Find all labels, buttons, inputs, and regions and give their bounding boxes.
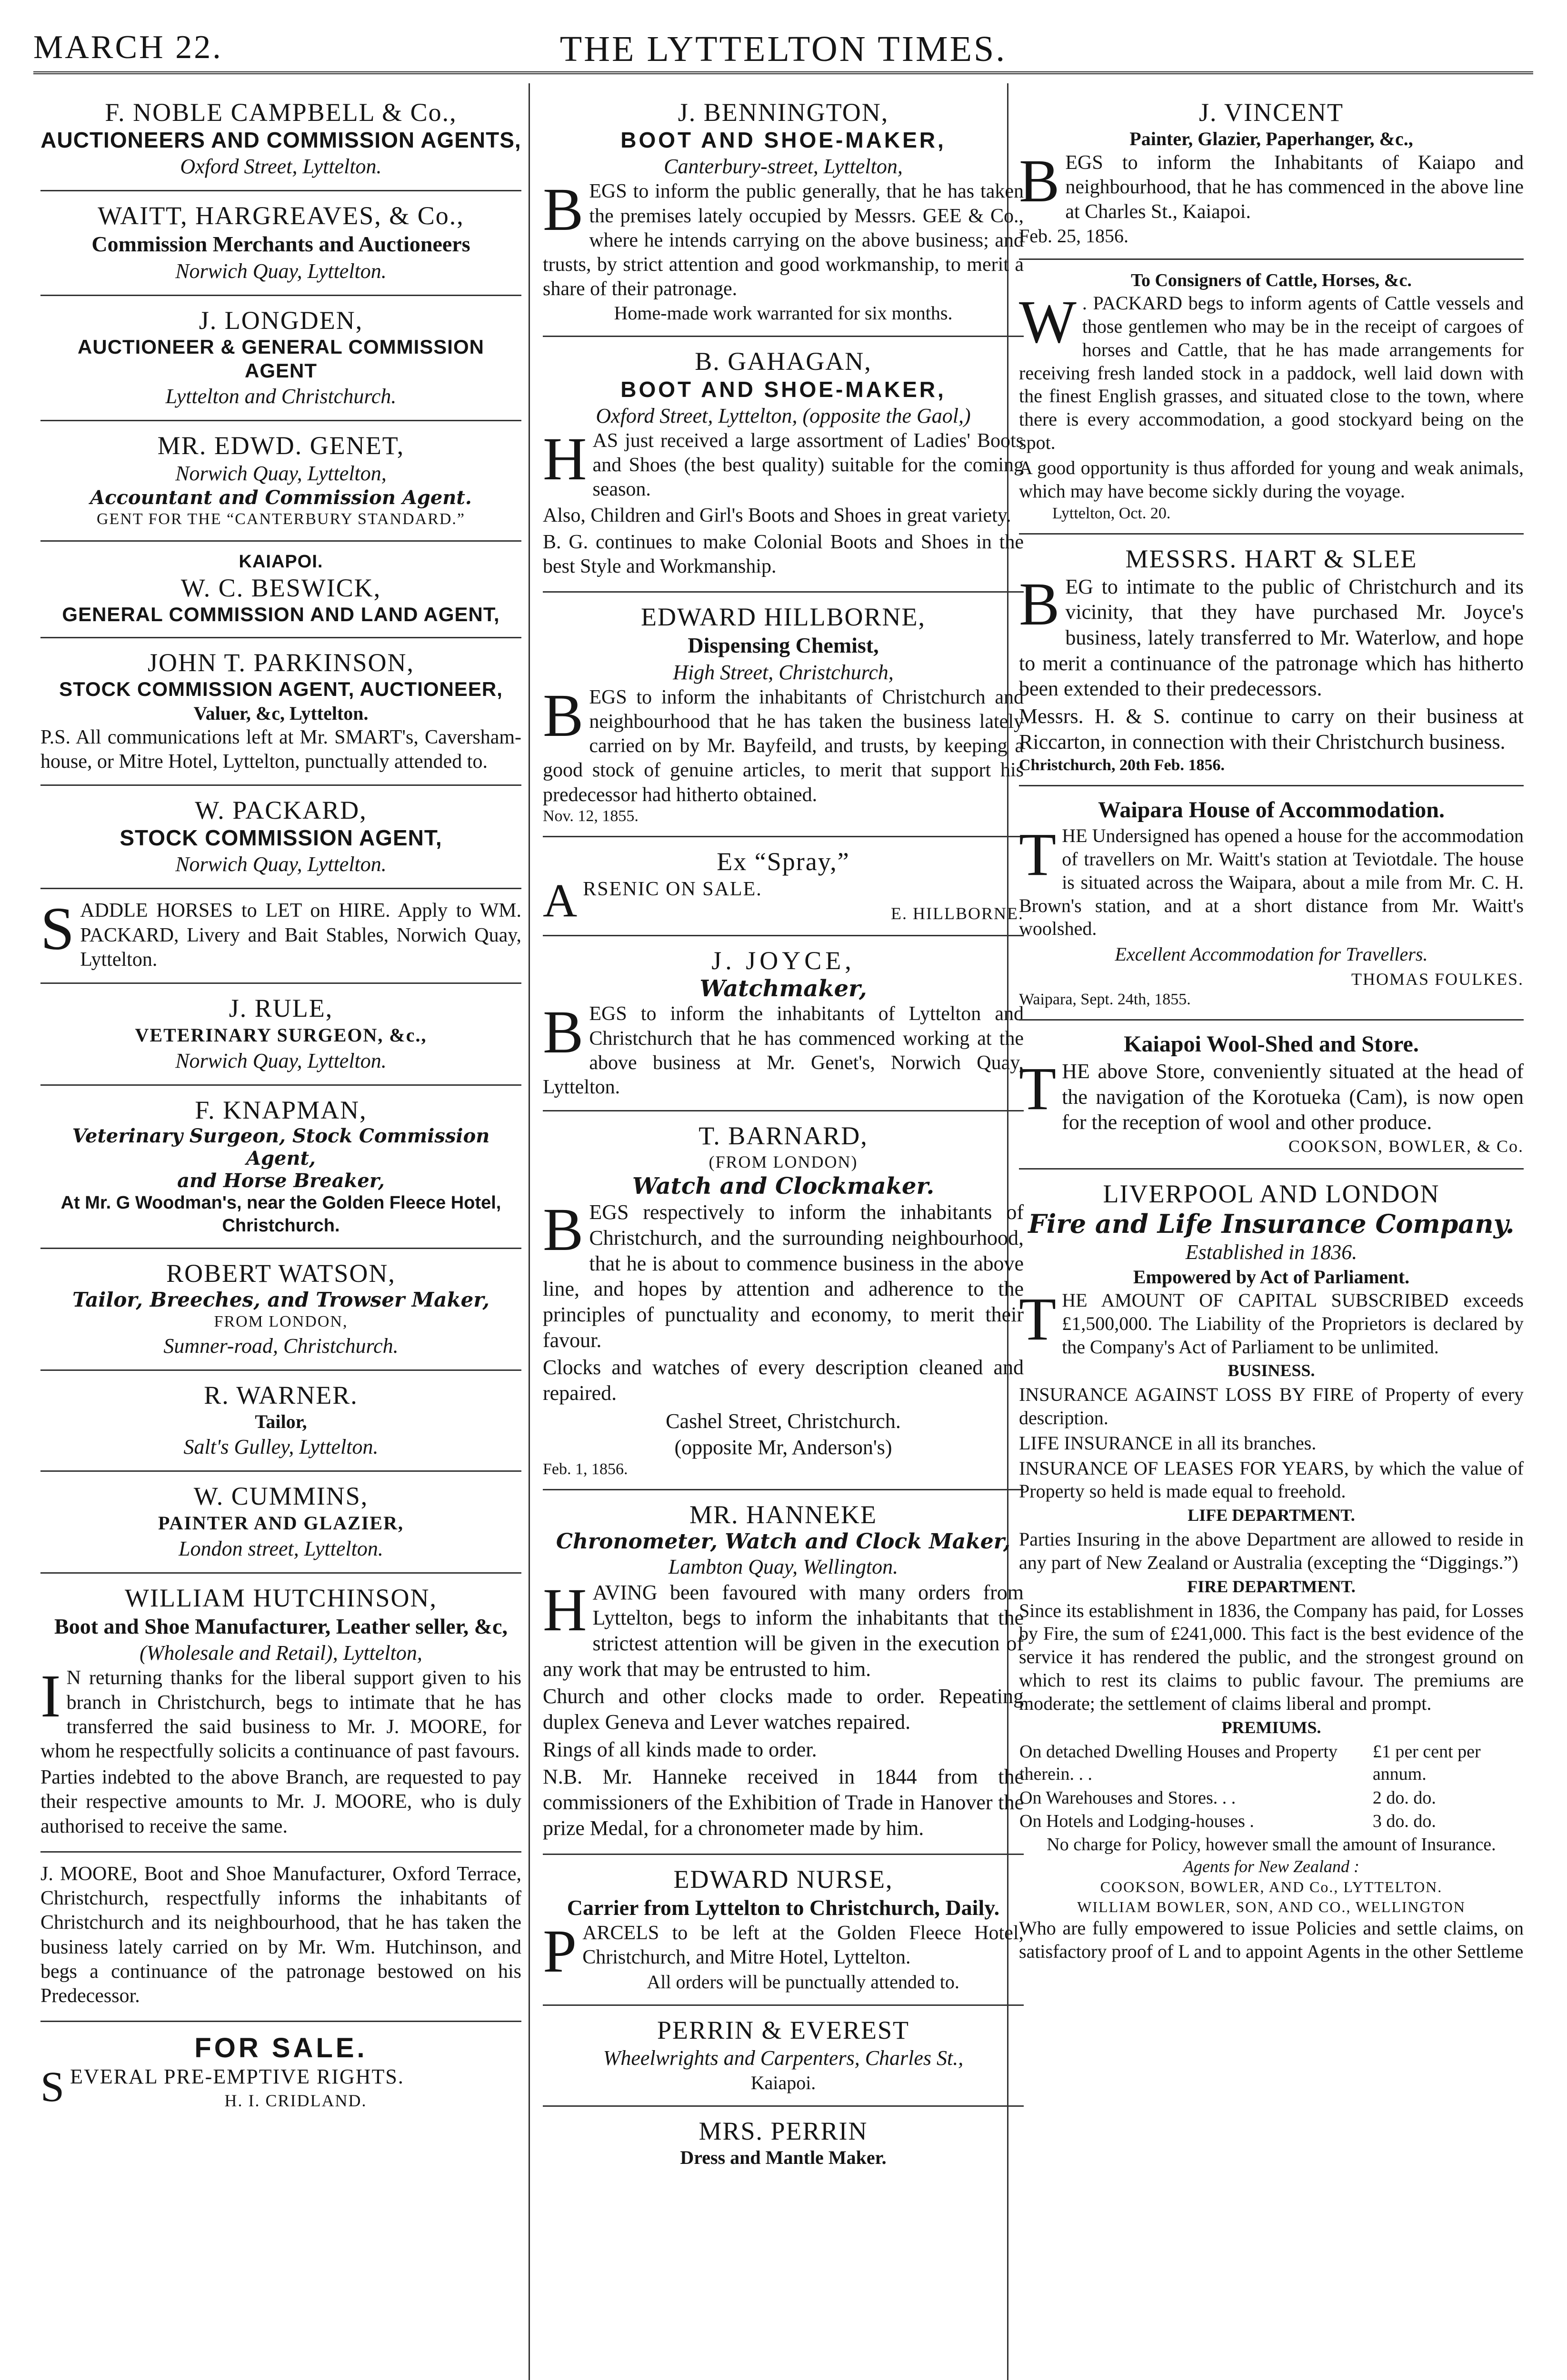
drop-cap: H <box>543 425 587 493</box>
advert-hart-slee <box>1019 535 1524 786</box>
advert-date: Feb. 1, 1856. <box>543 1460 628 1478</box>
advert-date: Christchurch, 20th Feb. 1856. <box>1019 756 1225 774</box>
agent-line: WILLIAM BOWLER, SON, AND CO., WELLINGTON <box>1077 1898 1466 1915</box>
advert-text: ADDLE HORSES to LET on HIRE. Apply to WM. PACKARD, Livery and Bait Stables, Norwich Quay, Lyttelton. <box>80 900 521 971</box>
advert-name: PERRIN & EVEREST <box>657 2015 910 2044</box>
newspaper-title: THE LYTTELTON TIMES. <box>559 29 1007 69</box>
advert-text: N.B. Mr. Hanneke received in 1844 from the commissioners of the Exhibition of Trade in Hanover the prize Medal, for a chronometer made by him. <box>543 1765 1024 1840</box>
advert-text: EGS respectively to inform the inhabitants of Christchurch, and the surrounding neighbourhood, that he is about to commence business in the above line, and hopes by attention and adherence to the principles of punctuality and economy, to merit their favour. <box>543 1200 1024 1352</box>
advert-nurse <box>543 1855 1024 2006</box>
advert-role: Watch and Clockmaker. <box>632 1173 935 1200</box>
advert-address: Norwich Quay, Lyttelton. <box>175 853 387 876</box>
advert-text: A good opportunity is thus afforded for young and weak animals, which may have become sickly during the voyage. <box>1019 456 1524 502</box>
advert-bennington <box>543 88 1024 337</box>
advert-role: Accountant and Commission Agent. <box>90 486 472 509</box>
advert-text: HE above Store, conveniently situated at the head of the navigation of the Korotueka (Cam), is now open for the reception of wool and other produce. <box>1062 1060 1524 1134</box>
column-divider <box>529 83 530 2380</box>
advert-name: WILLIAM HUTCHINSON, <box>125 1583 437 1612</box>
advert-text: Clocks and watches of every description cleaned and repaired. <box>543 1356 1024 1405</box>
advert-perrin-everest <box>543 2006 1024 2107</box>
drop-cap: W <box>1019 288 1077 356</box>
advert-knapman <box>40 1086 521 1249</box>
advert-role: Carrier from Lyttelton to Christchurch, Daily. <box>567 1895 1000 1920</box>
advert-name: T. BARNARD, <box>699 1121 868 1150</box>
advert-text: J. MOORE, Boot and Shoe Manufacturer, Oxford Terrace, Christchurch, respectfully informs the inhabitants of Christchurch and its neighbourhood, that he has taken the business lately carried on by Mr. Wm. Hutchinson, and begs a continuance of the patronage bestowed on his Predecessor. <box>40 1863 521 2007</box>
advert-text: Parties Insuring in the above Department are allowed to reside in any part of New Zealand or Australia (excepting the “Diggings.”) <box>1019 1528 1524 1573</box>
advert-genet <box>40 421 521 542</box>
advert-waipara <box>1019 786 1524 1021</box>
advert-kaiapoi-store <box>1019 1021 1524 1170</box>
advert-name: B. GAHAGAN, <box>695 347 872 376</box>
advert-role: Tailor, <box>255 1410 307 1432</box>
advert-role: and Horse Breaker, <box>177 1170 385 1192</box>
advert-name: F. NOBLE CAMPBELL & Co., <box>105 98 457 127</box>
advert-name: W. C. BESWICK, <box>180 573 381 602</box>
advert-cummins <box>40 1472 521 1574</box>
advert-text: ARCELS to be left at the Golden Fleece Hotel, Christchurch, and Mitre Hotel, Lyttelton. <box>582 1922 1024 1969</box>
advert-address: Lyttelton and Christchurch. <box>165 384 397 408</box>
advert-mrs-perrin <box>543 2107 1024 2180</box>
advert-text: RSENIC ON SALE. <box>583 878 762 900</box>
agent-line: COOKSON, BOWLER, AND Co., LYTTELTON. <box>1100 1878 1443 1896</box>
drop-cap: T <box>1019 821 1057 889</box>
advert-established: Established in 1836. <box>1185 1240 1357 1264</box>
advert-name: W. PACKARD, <box>195 796 367 825</box>
premium-value: 2 do. do. <box>1372 1787 1436 1808</box>
advert-beswick <box>40 542 521 638</box>
drop-cap: B <box>543 1196 584 1264</box>
drop-cap: T <box>1019 1055 1057 1123</box>
advert-name: LIVERPOOL AND LONDON <box>1103 1179 1440 1208</box>
advert-text: Since its establishment in 1836, the Company has paid, for Losses by Fire, the sum of £241,000. This fact is the best evidence of the service it has rendered the public, and the strongest ground on which to rest its claims to public favour. The premiums are moderate; the settlement of claims liberal and prompt. <box>1019 1599 1524 1714</box>
section-heading: BUSINESS. <box>1228 1361 1315 1380</box>
advert-rule <box>40 984 521 1086</box>
advert-role: BOOT AND SHOE-MAKER, <box>620 377 946 402</box>
premium-label: On Warehouses and Stores. . . <box>1019 1787 1236 1808</box>
advert-role: Dress and Mantle Maker. <box>680 2146 887 2168</box>
advert-text: EG to intimate to the public of Christchurch and its vicinity, that they have purchased Mr. Joyce's business, lately transferred to Mr. Waterlow, and hope to merit a continuance of the patronage which has hitherto been extended to their predecessors. <box>1019 575 1524 701</box>
advert-address: High Street, Christchurch, <box>673 660 894 684</box>
premium-value: 3 do. do. <box>1372 1811 1436 1832</box>
advert-hillborne <box>543 593 1024 837</box>
advert-text: EGS to inform the public generally, that he has taken the premises lately occupied by Messrs. GEE & Co., where he intends carrying on the above business; and trusts, by strict attention and good workmanship, to merit a share of their patronage. <box>543 180 1024 300</box>
advert-vincent <box>1019 88 1524 260</box>
advert-text: Who are fully empowered to issue Policies and settle claims, on satisfactory proof of L and to appoint Agents in the other Settleme <box>1019 1917 1524 1963</box>
advert-text: Excellent Accommodation for Travellers. <box>1115 943 1428 965</box>
advert-address: Lambton Quay, Wellington. <box>668 1555 898 1578</box>
drop-cap: A <box>543 874 578 927</box>
advert-address: London street, Lyttelton. <box>179 1537 383 1560</box>
section-heading: PREMIUMS. <box>1221 1717 1321 1737</box>
advert-name: EDWARD HILLBORNE, <box>641 603 926 632</box>
advert-signature: COOKSON, BOWLER, & Co. <box>1288 1137 1524 1156</box>
advert-joyce <box>543 936 1024 1111</box>
advert-name: JOHN T. PARKINSON, <box>147 648 415 677</box>
advert-name: J. VINCENT <box>1198 98 1344 127</box>
drop-cap: T <box>1019 1285 1057 1353</box>
advert-address: Cashel Street, Christchurch. <box>666 1409 901 1433</box>
advert-name: MR. EDWD. GENET, <box>157 431 405 460</box>
advert-role: BOOT AND SHOE-MAKER, <box>620 128 946 153</box>
advert-address: Kaiapoi. <box>750 2072 816 2093</box>
premium-label: On Hotels and Lodging-houses . <box>1019 1811 1254 1832</box>
advert-name: J. LONGDEN, <box>199 306 363 335</box>
advert-address: Norwich Quay, Lyttelton, <box>175 461 387 485</box>
advert-barnard <box>543 1111 1024 1490</box>
advert-note: Home-made work warranted for six months. <box>614 302 953 324</box>
advert-from: FROM LONDON, <box>214 1313 348 1331</box>
table-row <box>1019 1786 1524 1810</box>
advert-saddle-horses <box>40 889 521 984</box>
advert-date: Lyttelton, Oct. 20. <box>1052 505 1171 523</box>
drop-cap: B <box>1019 147 1060 215</box>
advert-hanneke <box>543 1490 1024 1855</box>
table-row <box>1019 1740 1524 1786</box>
advert-role: Boot and Shoe Manufacturer, Leather seller, &c, <box>54 1614 508 1638</box>
drop-cap: P <box>543 1917 577 1985</box>
premium-value: £1 per cent per annum. <box>1372 1741 1481 1785</box>
advert-from: (FROM LONDON) <box>709 1152 858 1171</box>
advert-arsenic <box>543 837 1024 936</box>
section-heading: Agents for New Zealand : <box>1183 1857 1359 1876</box>
advert-address: Canterbury-street, Lyttelton, <box>664 155 903 178</box>
issue-date: MARCH 22. <box>33 29 223 66</box>
advert-name: J. BENNINGTON, <box>678 98 889 127</box>
advert-name: MESSRS. HART & SLEE <box>1125 545 1417 574</box>
drop-cap: S <box>40 895 75 963</box>
advert-text: EGS to inform the inhabitants of Lyttelton and Christchurch that he has commenced working at the above business at Mr. Genet's, Norwich Quay, Lyttelton. <box>543 1003 1024 1099</box>
advert-role: Chronometer, Watch and Clock Maker, <box>556 1529 1011 1554</box>
advert-line: Valuer, &c, Lyttelton. <box>193 702 369 724</box>
drop-cap: B <box>543 998 584 1066</box>
advert-name: MR. HANNEKE <box>689 1500 877 1529</box>
advert-warner <box>40 1371 521 1472</box>
advert-role: Commission Merchants and Auctioneers <box>91 232 470 257</box>
advert-watson <box>40 1249 521 1370</box>
table-row <box>1019 1810 1524 1834</box>
advert-text: . PACKARD begs to inform agents of Cattle vessels and those gentlemen who may be in the receipt of cargoes of horses and Cattle, that he has made arrangements for receiving fresh landed stock in a paddock, well laid down with the finest English grasses, and situated close to the town, where there is every accommodation, a good stockyard being on the spot. <box>1019 292 1524 454</box>
advert-text: HE Undersigned has opened a house for the accommodation of travellers on Mr. Waitt's station at Teviotdale. The house is situated across the Waipara, about a mile from Mr. C. H. Brown's station, and at a short distance from Mr. Waitt's woolshed. <box>1019 825 1524 940</box>
drop-cap: H <box>543 1576 587 1644</box>
advert-note: All orders will be punctually attended to. <box>647 1971 959 1993</box>
advert-role: Fire and Life Insurance Company. <box>1028 1208 1515 1239</box>
advert-role: PAINTER AND GLAZIER, <box>158 1512 404 1534</box>
advert-address: At Mr. G Woodman's, near the Golden Fleece Hotel, Christchurch. <box>60 1193 501 1236</box>
advert-address: Norwich Quay, Lyttelton. <box>175 259 387 283</box>
advert-name: MRS. PERRIN <box>699 2116 868 2145</box>
advert-text: HE AMOUNT OF CAPITAL SUBSCRIBED exceeds £1,500,000. The Liability of the Proprietors is declared by the Company's Act of Parliament to be unlimited. <box>1062 1289 1524 1358</box>
masthead-rule <box>33 71 1533 74</box>
drop-cap: S <box>40 2063 65 2111</box>
advert-text: AS just received a large assortment of Ladies' Boots and Shoes (the best quality) suitable for the coming season. <box>592 429 1024 501</box>
advert-act: Empowered by Act of Parliament. <box>1133 1266 1410 1288</box>
premiums-table <box>1019 1740 1524 1834</box>
advert-name: R. WARNER. <box>204 1380 358 1409</box>
advert-for-sale <box>40 2022 521 2122</box>
advert-text: Rings of all kinds made to order. <box>543 1737 817 1761</box>
column-1 <box>40 88 521 2122</box>
advert-text: N returning thanks for the liberal support given to his branch in Christchurch, begs to intimate that he has transferred the said business to Mr. J. MOORE, for whom he respectfully solicits a continuance of past favours. <box>40 1667 521 1762</box>
advert-role: Veterinary Surgeon, Stock Commission Agent, <box>72 1125 490 1170</box>
advert-role: Dispensing Chemist, <box>688 633 879 658</box>
advert-text: Church and other clocks made to order. Repeating duplex Geneva and Lever watches repaired. <box>543 1685 1024 1734</box>
advert-name: EDWARD NURSE, <box>673 1864 893 1894</box>
advert-heading: Ex “Spray,” <box>717 847 850 876</box>
advert-name: J. RULE, <box>229 994 333 1023</box>
advert-date: Nov. 12, 1855. <box>543 807 639 825</box>
advert-signature: H. I. CRIDLAND. <box>224 2091 367 2111</box>
advert-name: Waipara House of Accommodation. <box>1098 797 1445 823</box>
advert-address: Norwich Quay, Lyttelton. <box>175 1049 387 1073</box>
advert-role: Watchmaker, <box>699 975 867 1002</box>
drop-cap: I <box>40 1662 61 1730</box>
advert-signature: THOMAS FOULKES. <box>1351 970 1524 989</box>
advert-role: STOCK COMMISSION AGENT, AUCTIONEER, <box>59 678 503 701</box>
advert-place: KAIAPOI. <box>239 552 323 572</box>
advert-text: P.S. All communications left at Mr. SMART's, Caversham-house, or Mitre Hotel, Lyttelton, punctually attended to. <box>40 726 521 773</box>
advert-gahagan <box>543 337 1024 593</box>
column-3 <box>1019 88 1524 1974</box>
section-heading: FIRE DEPARTMENT. <box>1187 1577 1356 1596</box>
drop-cap: B <box>543 681 584 749</box>
advert-hutchinson <box>40 1574 521 1853</box>
advert-name: Kaiapoi Wool-Shed and Store. <box>1124 1031 1419 1057</box>
advert-name: F. KNAPMAN, <box>195 1096 367 1125</box>
advert-date: Waipara, Sept. 24th, 1855. <box>1019 991 1191 1009</box>
advert-role: STOCK COMMISSION AGENT, <box>120 825 442 851</box>
advert-name: ROBERT WATSON, <box>166 1259 396 1288</box>
advert-text: AVING been favoured with many orders from Lyttelton, begs to inform the inhabitants that the strictest attention will be given in the execution of any work that may be entrusted to him. <box>543 1580 1024 1681</box>
advert-heading: To Consigners of Cattle, Horses, &c. <box>1131 270 1412 290</box>
advert-text: EVERAL PRE-EMPTIVE RIGHTS. <box>70 2064 404 2088</box>
advert-address: Oxford Street, Lyttelton. <box>180 155 382 178</box>
advert-text: No charge for Policy, however small the amount of Insurance. <box>1047 1834 1496 1854</box>
advert-date: Feb. 25, 1856. <box>1019 225 1128 247</box>
advert-signature: E. HILLBORNE. <box>891 903 1024 923</box>
drop-cap: B <box>1019 570 1060 638</box>
advert-packard <box>40 786 521 889</box>
advert-address: (Wholesale and Retail), Lyttelton, <box>140 1641 422 1665</box>
advert-role: GENERAL COMMISSION AND LAND AGENT, <box>62 603 500 625</box>
advert-liverpool-london <box>1019 1170 1524 1974</box>
advert-note: GENT FOR THE “CANTERBURY STANDARD.” <box>96 510 466 528</box>
advert-role: AUCTIONEER & GENERAL COMMISSION AGENT <box>78 335 484 382</box>
advert-address: (opposite Mr, Anderson's) <box>674 1435 892 1459</box>
advert-text: Also, Children and Girl's Boots and Shoes in great variety. <box>543 505 1011 527</box>
advert-text: LIFE INSURANCE in all its branches. <box>1019 1432 1317 1454</box>
advert-text: B. G. continues to make Colonial Boots and Shoes in the best Style and Workmanship. <box>543 531 1024 577</box>
advert-role: AUCTIONEERS AND COMMISSION AGENTS, <box>40 128 521 153</box>
advert-address: Sumner-road, Christchurch. <box>163 1334 399 1358</box>
advert-text: INSURANCE AGAINST LOSS BY FIRE of Property of every description. <box>1019 1384 1524 1429</box>
premium-label: On detached Dwelling Houses and Property therein. . . <box>1019 1741 1338 1785</box>
advert-text: EGS to inform the inhabitants of Christchurch and neighbourhood that he has taken the business lately carried on by Mr. Bayfeild, and trusts, by keeping a good stock of genuine articles, to merit that support his predecessor had hitherto obtained. <box>543 686 1024 806</box>
advert-heading: FOR SALE. <box>194 2033 368 2064</box>
advert-address: Salt's Gulley, Lyttelton. <box>183 1435 379 1458</box>
section-heading: LIFE DEPARTMENT. <box>1188 1506 1355 1525</box>
advert-text: Parties indebted to the above Branch, are requested to pay their respective amounts to Mr. J. MOORE, who is duly authorised to receive the same. <box>40 1766 521 1837</box>
advert-address: Oxford Street, Lyttelton, (opposite the Gaol,) <box>596 404 971 427</box>
advert-text: Messrs. H. & S. continue to carry on their business at Riccarton, in connection with their Christchurch business. <box>1019 704 1524 754</box>
advert-moore <box>40 1853 521 2022</box>
column-2 <box>543 88 1024 2180</box>
advert-text: INSURANCE OF LEASES FOR YEARS, by which the value of Property so held is made equal to freehold. <box>1019 1457 1524 1502</box>
advert-text: EGS to inform the Inhabitants of Kaiapo and neighbourhood, that he has commenced in the above line at Charles St., Kaiapoi. <box>1065 152 1524 223</box>
advert-campbell <box>40 88 521 191</box>
masthead <box>33 19 1533 76</box>
advert-longden <box>40 296 521 421</box>
advert-role: Tailor, Breeches, and Trowser Maker, <box>72 1288 490 1312</box>
advert-name: WAITT, HARGREAVES, & Co., <box>98 201 464 230</box>
advert-role: Painter, Glazier, Paperhanger, &c., <box>1129 128 1413 150</box>
drop-cap: B <box>543 176 584 244</box>
advert-parkinson <box>40 638 521 786</box>
advert-name: W. CUMMINS, <box>193 1481 369 1510</box>
advert-consigners <box>1019 260 1524 535</box>
advert-role: VETERINARY SURGEON, &c., <box>135 1024 427 1046</box>
advert-waitt <box>40 191 521 296</box>
advert-name: J. JOYCE, <box>711 946 855 975</box>
advert-role: Wheelwrights and Carpenters, Charles St., <box>603 2046 964 2070</box>
